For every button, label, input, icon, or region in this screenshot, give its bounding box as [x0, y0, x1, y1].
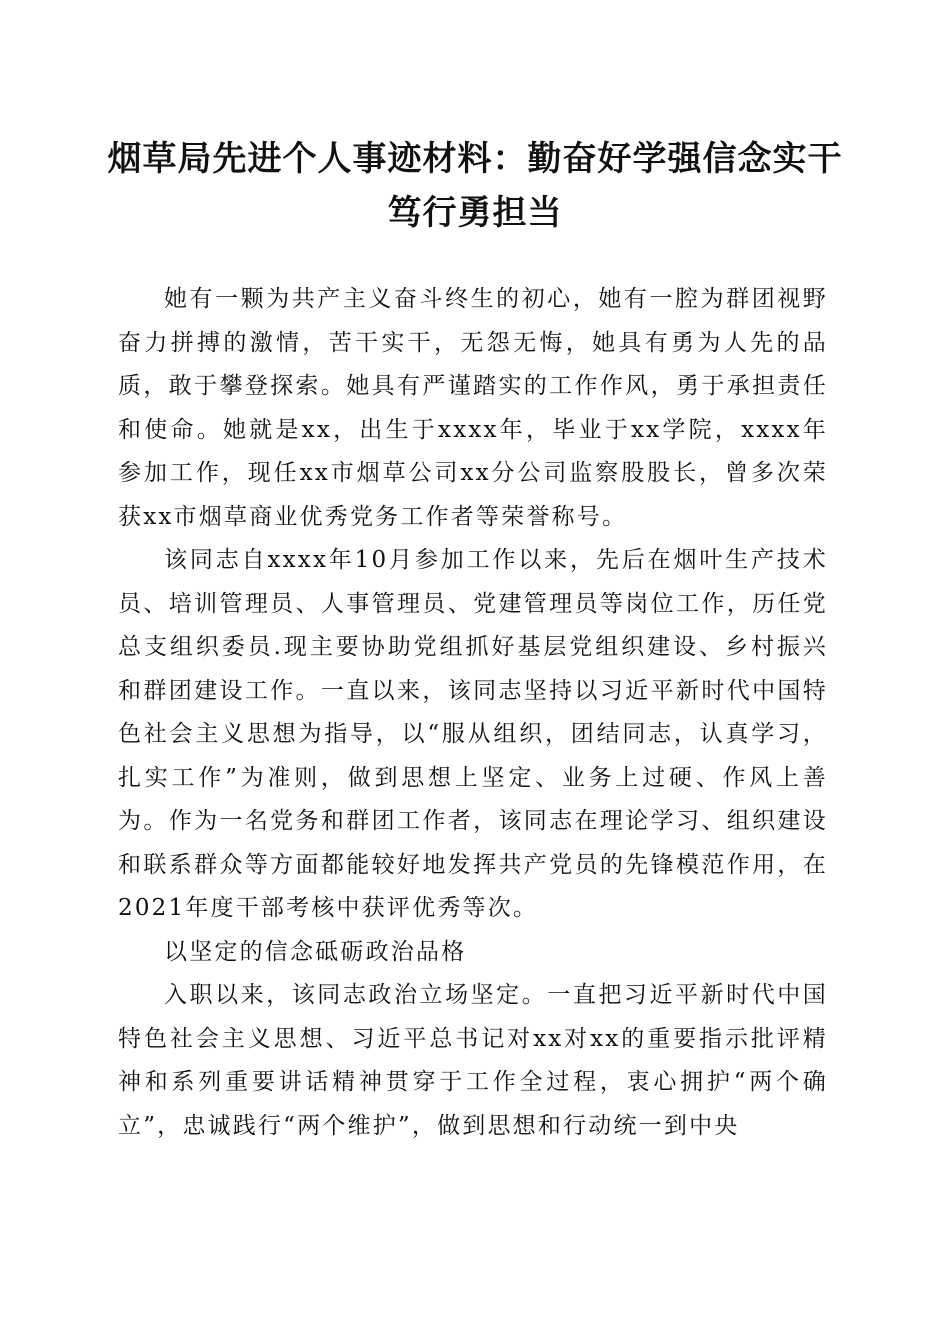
political-stance-paragraph: 入职以来，该同志政治立场坚定。一直把习近平新时代中国特色社会主义思想、习近平总书记对xx对xx的重要指示批评精神和系列重要讲话精神贯穿于工作全过程，衷心拥护“两个确立”，忠诚践行“两个维护”，做到思想和行动统一到中央 — [118, 982, 828, 1139]
work-history-paragraph: 该同志自xxxx年10月参加工作以来，先后在烟叶生产技术员、培训管理员、人事管理员、党建管理员等岗位工作，历任党总支组织委员.现主要协助党组抓好基层党组织建设、乡村振兴和群团建设工作。一直以来，该同志坚持以习近平新时代中国特色社会主义思想为指导，以“服从组织，团结同志，认真学习，扎实工作”为准则，做到思想上坚定、业务上过硬、作风上善为。作为一名党务和群团工作者，该同志在理论学习、组织建设和联系群众等方面都能较好地发挥共产党员的先锋模范作用，在2021年度干部考核中获评优秀等次。 — [118, 547, 828, 921]
document-body — [118, 278, 828, 1148]
intro-paragraph: 她有一颗为共产主义奋斗终生的初心，她有一腔为群团视野奋力拼搏的激情，苦干实干，无怨无悔，她具有勇为人先的品质，敢于攀登探索。她具有严谨踏实的工作作风，勇于承担责任和使命。她就是xx，出生于xxxx年，毕业于xx学院，xxxx年参加工作，现任xx市烟草公司xx分公司监察股股长，曾多次荣获xx市烟草商业优秀党务工作者等荣誉称号。 — [118, 286, 828, 530]
document-title: 烟草局先进个人事迹材料：勤奋好学强信念实干笃行勇担当 — [107, 139, 843, 233]
section-heading: 以坚定的信念砥砺政治品格 — [164, 938, 467, 965]
